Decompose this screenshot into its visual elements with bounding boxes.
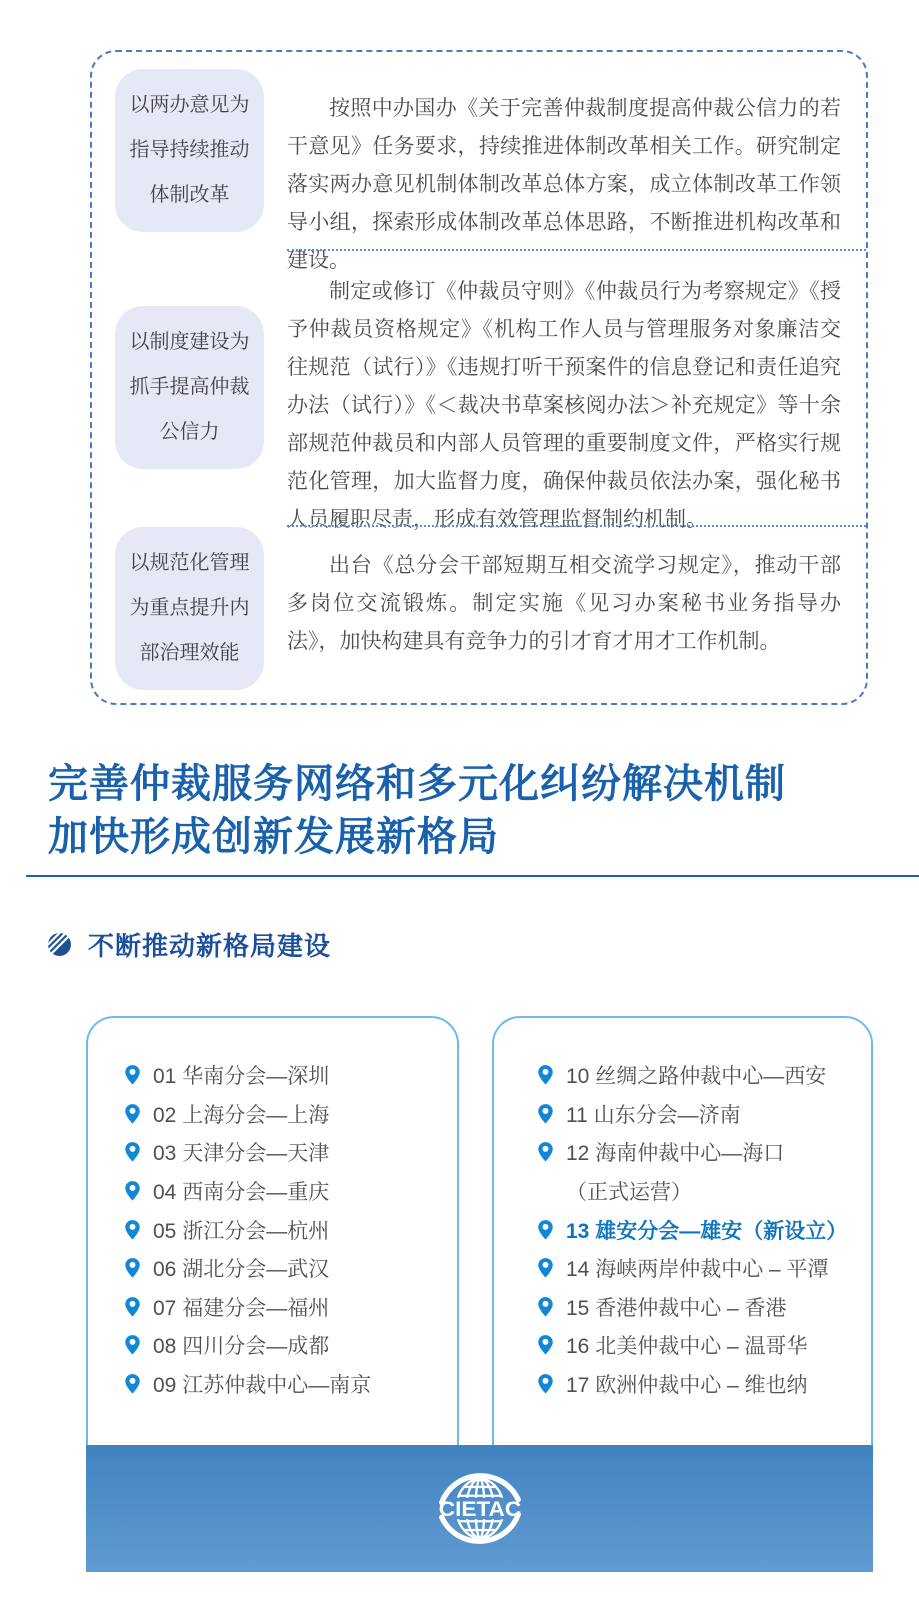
- reform-block: [92, 525, 866, 691]
- branch-item-highlight: [537, 1210, 871, 1249]
- branch-item: [124, 1326, 457, 1365]
- branch-item: [124, 1288, 457, 1327]
- branch-item-label: 15 香港仲裁中心 – 香港: [566, 1296, 787, 1320]
- branch-item: [124, 1133, 457, 1172]
- branch-item-label: 03 天津分会—天津: [153, 1142, 330, 1166]
- branch-item-subline: [537, 1172, 871, 1211]
- branch-item-label: 05 浙江分会—杭州: [153, 1219, 330, 1243]
- label-line: 以规范化管理: [129, 551, 250, 574]
- label-line: 为重点提升内: [129, 596, 250, 619]
- section-title: 不断推动新格局建设: [88, 931, 332, 961]
- location-pin-icon: [124, 1296, 141, 1318]
- location-pin-icon: [124, 1103, 141, 1125]
- location-pin-icon: [124, 1180, 141, 1202]
- location-pin-icon: [537, 1373, 554, 1395]
- branch-list-left: [86, 1016, 459, 1476]
- branch-item-label: 17 欧洲仲裁中心 – 维也纳: [566, 1374, 808, 1398]
- branch-item: [124, 1095, 457, 1134]
- label-line: 体制改革: [149, 184, 230, 206]
- branch-item: [124, 1056, 457, 1095]
- reform-panel: [90, 50, 868, 705]
- reform-block-text: 出台《总分会干部短期互相交流学习规定》，推动干部多岗位交流锻炼。制定实施《见习办案秘书业务指导办法》，加快构建具有竞争力的引才育才用才工作机制。: [287, 525, 866, 661]
- page-title-line1: 完善仲裁服务网络和多元化纠纷解决机制: [48, 762, 786, 806]
- branch-item: [537, 1326, 871, 1365]
- striped-globe-bullet-icon: [47, 932, 72, 957]
- location-pin-icon: [537, 1296, 554, 1318]
- branch-item: [537, 1133, 871, 1172]
- branch-item: [537, 1249, 871, 1288]
- cietac-globe-logo: [429, 1470, 531, 1547]
- reform-block: [92, 52, 866, 272]
- reform-block-text: 制定或修订《仲裁员守则》《仲裁员行为考察规定》《授予仲裁员资格规定》《机构工作人员与管理服务对象廉洁交往规范（试行）》《违规打听干预案件的信息登记和责任追究办法（试行）》《＜裁决书草案核阅办法＞补充规定》等十余部规范仲裁员和内部人员管理的重要制度文件，严格实行规范化管理，加大监督力度，确保仲裁员依法办案，强化秘书人员履职尽责，形成有效管理监督制约机制。: [287, 249, 866, 539]
- branch-item-label: 11 山东分会—济南: [566, 1103, 741, 1127]
- branch-item: [124, 1249, 457, 1288]
- location-pin-icon: [124, 1257, 141, 1279]
- branch-item-label: 13 雄安分会—雄安（新设立）: [566, 1219, 848, 1243]
- branch-item-label: 04 西南分会—重庆: [153, 1181, 330, 1205]
- branch-item-label: 16 北美仲裁中心 – 温哥华: [566, 1335, 808, 1359]
- branch-item-label: （正式运营）: [566, 1181, 692, 1205]
- label-line: 以制度建设为: [129, 330, 250, 353]
- location-pin-icon: [537, 1103, 554, 1125]
- branch-item-label: 14 海峡两岸仲裁中心 – 平潭: [566, 1258, 829, 1282]
- label-line: 指导持续推动: [129, 139, 250, 161]
- location-pin-icon: [537, 1064, 554, 1086]
- branch-item: [537, 1095, 871, 1134]
- location-pin-icon: [124, 1219, 141, 1241]
- reform-block-label: [115, 306, 264, 469]
- branch-item: [537, 1365, 871, 1404]
- location-pin-icon: [537, 1141, 554, 1163]
- reform-block: [92, 249, 866, 531]
- label-line: 部治理效能: [139, 641, 240, 664]
- branch-item-label: 10 丝绸之路仲裁中心—西安: [566, 1065, 827, 1089]
- location-pin-icon: [537, 1257, 554, 1279]
- branch-item: [537, 1288, 871, 1327]
- branch-item-label: 01 华南分会—深圳: [153, 1065, 330, 1089]
- reform-block-label: [115, 527, 264, 690]
- label-line: 以两办意见为: [129, 94, 250, 116]
- branch-item-label: 06 湖北分会—武汉: [153, 1258, 330, 1282]
- branch-item-label: 02 上海分会—上海: [153, 1103, 330, 1127]
- page-title: [48, 758, 786, 864]
- logo-text: CIETAC: [438, 1495, 521, 1521]
- location-pin-icon: [124, 1373, 141, 1395]
- branch-item-label: 09 江苏仲裁中心—南京: [153, 1374, 372, 1398]
- location-pin-icon: [537, 1334, 554, 1356]
- branch-list-right: [492, 1016, 873, 1476]
- branch-item: [537, 1056, 871, 1095]
- branch-item-label: 12 海南仲裁中心—海口: [566, 1142, 785, 1166]
- section-header: [47, 926, 331, 963]
- branch-item-label: 08 四川分会—成都: [153, 1335, 330, 1359]
- footer-banner: [86, 1445, 873, 1572]
- label-line: 抓手提高仲裁: [129, 375, 250, 398]
- page-title-line2: 加快形成创新发展新格局: [48, 815, 499, 859]
- location-pin-icon: [537, 1219, 554, 1241]
- branch-item: [124, 1210, 457, 1249]
- heading-divider: [26, 875, 919, 877]
- branch-item: [124, 1365, 457, 1404]
- location-pin-icon: [124, 1141, 141, 1163]
- reform-block-text: 按照中办国办《关于完善仲裁制度提高仲裁公信力的若干意见》任务要求，持续推进体制改革相关工作。研究制定落实两办意见机制体制改革总体方案，成立体制改革工作领导小组，探索形成体制改革总体思路，不断推进机构改革和建设。: [287, 97, 841, 272]
- label-line: 公信力: [159, 420, 220, 443]
- location-pin-icon: [124, 1334, 141, 1356]
- location-pin-icon: [124, 1064, 141, 1086]
- branch-item: [124, 1172, 457, 1211]
- reform-block-label: [115, 69, 264, 232]
- branch-item-label: 07 福建分会—福州: [153, 1296, 330, 1320]
